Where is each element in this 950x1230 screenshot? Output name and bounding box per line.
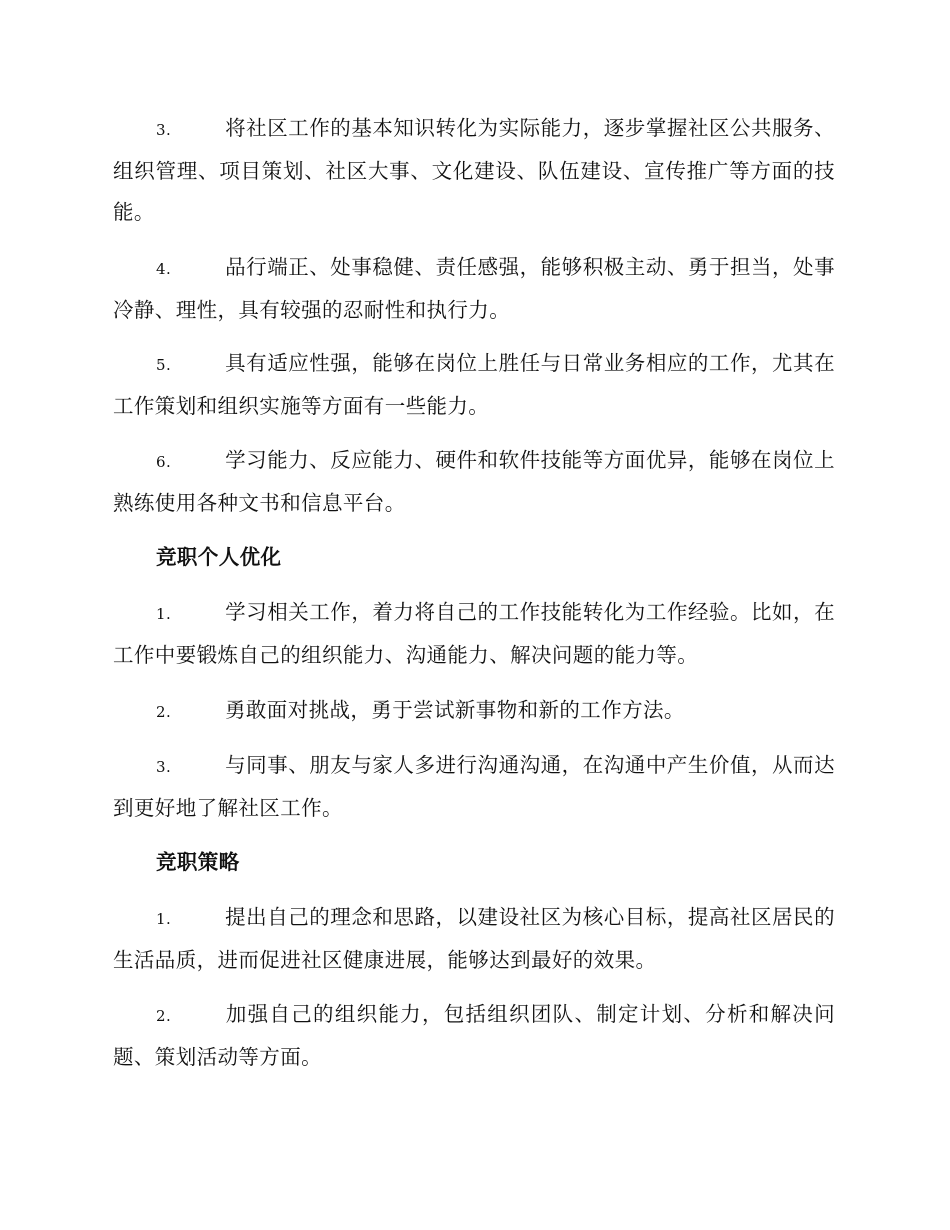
list-text: 加强自己的组织能力，包括组织团队、制定计划、分析和解决问题、策划活动等方面。 (113, 1002, 835, 1069)
section-heading: 竞职个人优化 (156, 545, 282, 569)
list-text: 品行端正、处事稳健、责任感强，能够积极主动、勇于担当，处事冷静、理性，具有较强的忍耐性和执行力。 (113, 255, 835, 322)
list-item (113, 343, 835, 427)
list-text: 将社区工作的基本知识转化为实际能力，逐步掌握社区公共服务、组织管理、项目策划、社区大事、文化建设、队伍建设、宣传推广等方面的技能。 (113, 116, 835, 224)
list-item (113, 897, 835, 981)
list-text: 具有适应性强，能够在岗位上胜任与日常业务相应的工作，尤其在工作策划和组织实施等方面有一些能力。 (113, 351, 835, 418)
list-item (113, 745, 835, 829)
list-item (113, 690, 835, 733)
list-text: 勇敢面对挑战，勇于尝试新事物和新的工作方法。 (225, 698, 685, 722)
list-item (113, 247, 835, 331)
list-number: 2. (156, 703, 172, 721)
list-item (113, 994, 835, 1078)
list-text: 学习相关工作，着力将自己的工作技能转化为工作经验。比如，在工作中要锻炼自己的组织能力、沟通能力、解决问题的能力等。 (113, 600, 835, 667)
list-number: 3. (156, 121, 172, 139)
list-number: 1. (156, 910, 172, 928)
list-text: 学习能力、反应能力、硬件和软件技能等方面优异，能够在岗位上熟练使用各种文书和信息平台。 (113, 448, 835, 515)
list-number: 4. (156, 260, 172, 278)
list-text: 提出自己的理念和思路，以建设社区为核心目标，提高社区居民的生活品质，进而促进社区健康进展，能够达到最好的效果。 (113, 905, 835, 972)
section-heading: 竞职策略 (156, 850, 240, 874)
list-number: 2. (156, 1007, 172, 1025)
list-number: 6. (156, 453, 172, 471)
list-item (113, 440, 835, 524)
list-text: 与同事、朋友与家人多进行沟通沟通，在沟通中产生价值，从而达到更好地了解社区工作。 (113, 753, 835, 820)
list-number: 3. (156, 758, 172, 776)
list-number: 5. (156, 356, 172, 374)
list-item (113, 108, 835, 233)
list-item (113, 592, 835, 676)
list-number: 1. (156, 605, 172, 623)
